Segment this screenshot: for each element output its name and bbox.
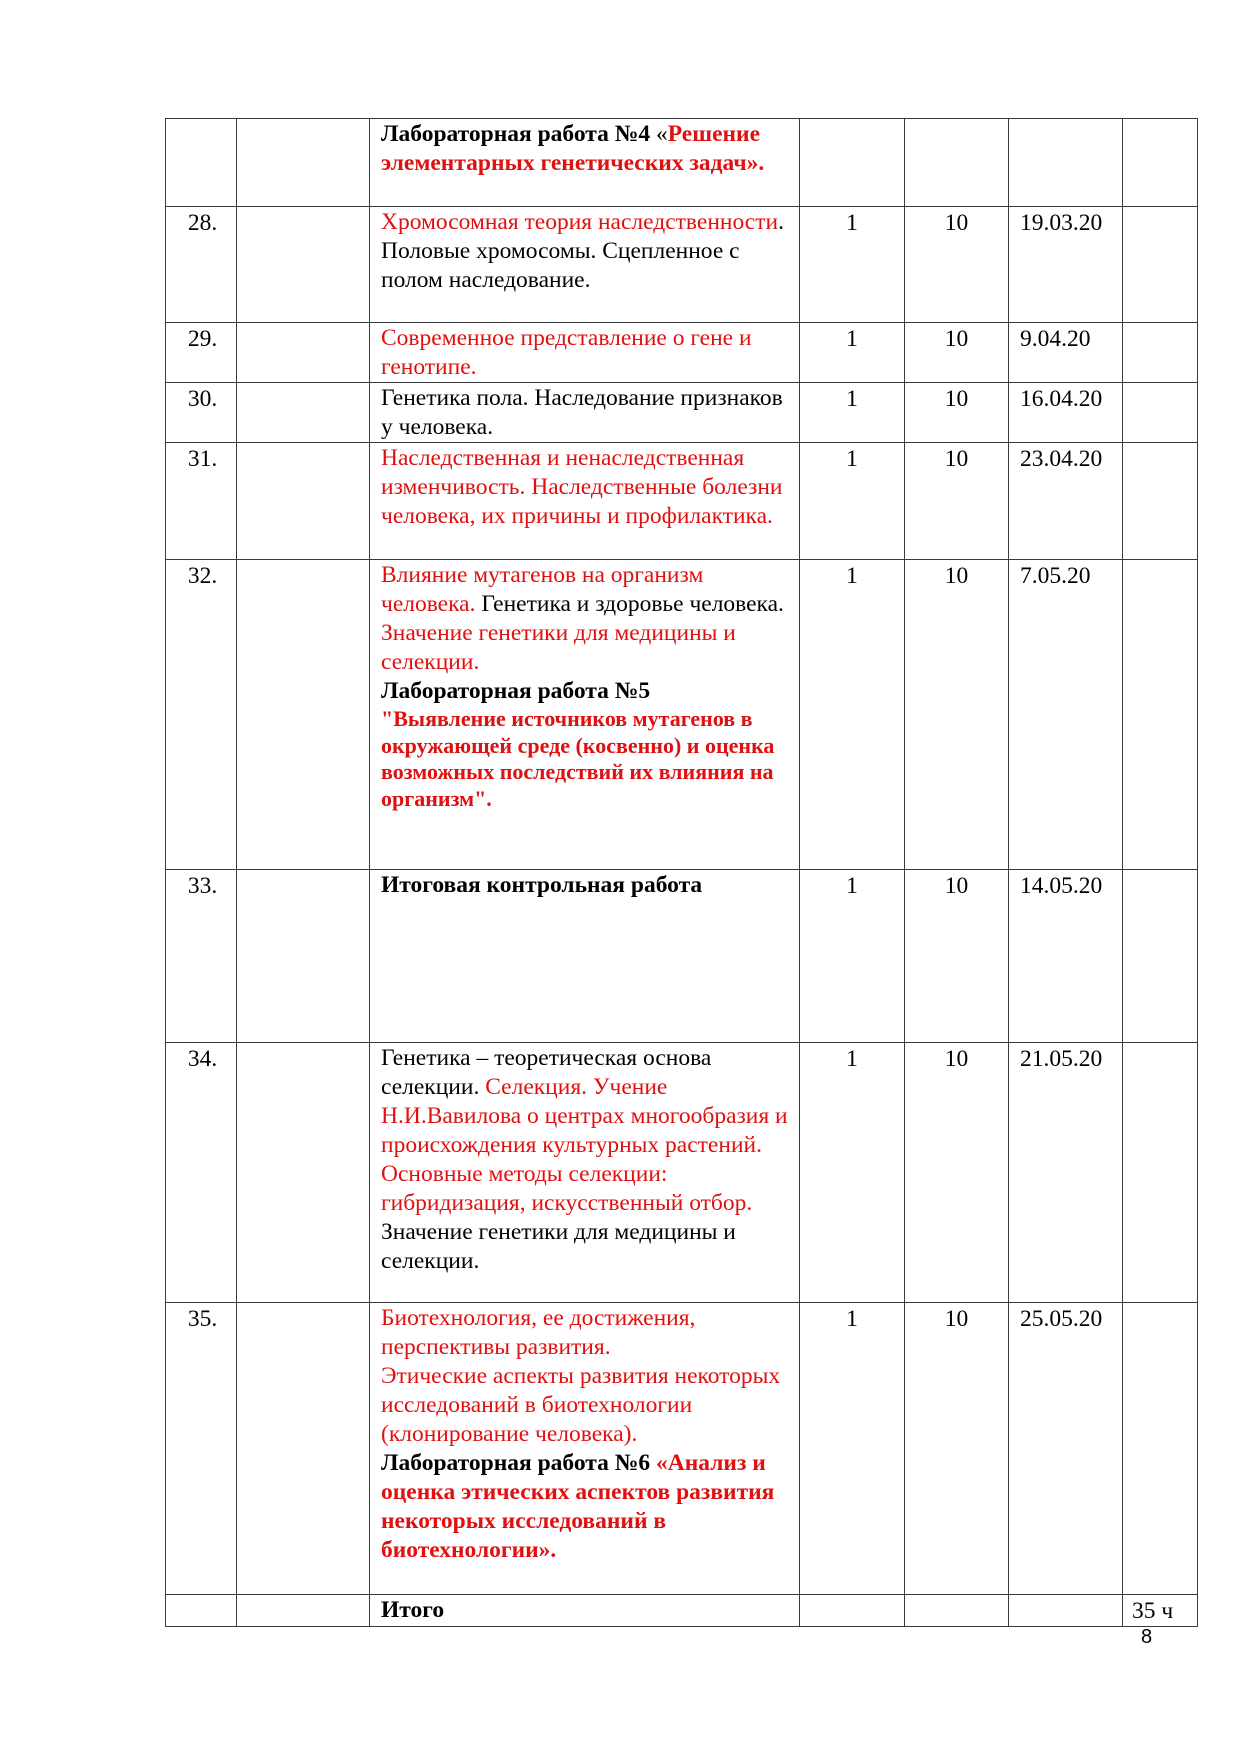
- lesson-date: [1009, 383, 1123, 443]
- topic-segment: «Анализ и оценка этических аспектов развития некоторых исследований в биотехнологии».: [381, 1450, 775, 1563]
- lesson-number: [166, 323, 237, 383]
- topic-segment: «: [656, 121, 668, 147]
- lesson-hours-text: 1: [846, 873, 858, 899]
- lesson-topic: [370, 323, 800, 383]
- lesson-date: [1009, 1043, 1123, 1303]
- topic-segment: Этические аспекты развития некоторых исследований в биотехнологии (клонирование человека).: [381, 1363, 781, 1447]
- lesson-grade: [905, 207, 1009, 323]
- topic-segment: Генетика – теоретическая основа селекции.: [381, 1045, 712, 1100]
- topic-segment: Биотехнология, ее достижения, перспективы развития.: [381, 1305, 696, 1360]
- lesson-grade: [905, 1043, 1009, 1303]
- total-num-cell: [166, 1595, 237, 1627]
- lesson-extra: [1123, 1043, 1198, 1303]
- lesson-extra: [1123, 1303, 1198, 1595]
- lesson-topic: [370, 870, 800, 1043]
- lesson-topic: [370, 1043, 800, 1303]
- page-number: 8: [1141, 1626, 1153, 1648]
- lesson-grade-text: 10: [944, 210, 969, 236]
- table-row: [166, 323, 1198, 383]
- lesson-number: [166, 119, 237, 207]
- lesson-hours-text: 1: [846, 446, 858, 472]
- lesson-date-text: 7.05.20: [1020, 563, 1091, 589]
- lesson-date: [1009, 1303, 1123, 1595]
- lesson-hours: [800, 870, 905, 1043]
- lesson-hours: [800, 119, 905, 207]
- lesson-grade-text: 10: [944, 563, 969, 589]
- empty-cell: [237, 207, 370, 323]
- table-row: [166, 870, 1198, 1043]
- lesson-extra: [1123, 870, 1198, 1043]
- lesson-hours: [800, 560, 905, 870]
- lesson-hours-text: 1: [846, 563, 858, 589]
- lesson-hours-text: 1: [846, 326, 858, 352]
- lesson-topic: [370, 207, 800, 323]
- topic-segment: . Половые хромосомы. Сцепленное с полом наследование.: [381, 209, 784, 293]
- lesson-number-text: 31.: [187, 446, 218, 472]
- lesson-date: [1009, 870, 1123, 1043]
- total-date-cell: [1009, 1595, 1123, 1627]
- lesson-extra: [1123, 207, 1198, 323]
- lesson-hours: [800, 443, 905, 560]
- lesson-grade-text: 10: [944, 386, 969, 412]
- table-row: [166, 1043, 1198, 1303]
- lesson-hours: [800, 383, 905, 443]
- lesson-topic: [370, 443, 800, 560]
- lesson-number: [166, 443, 237, 560]
- total-label: [370, 1595, 800, 1627]
- lesson-number: [166, 1303, 237, 1595]
- table-row: [166, 1303, 1198, 1595]
- lesson-date: [1009, 560, 1123, 870]
- lesson-grade: [905, 560, 1009, 870]
- topic-segment: Генетика пола. Наследование признаков у человека.: [381, 385, 783, 440]
- lesson-number-text: 29.: [187, 326, 218, 352]
- lesson-grade-text: 10: [944, 873, 969, 899]
- lesson-number: [166, 560, 237, 870]
- lesson-date: [1009, 119, 1123, 207]
- total-value-text: 35 ч: [1132, 1598, 1174, 1624]
- lesson-extra: [1123, 443, 1198, 560]
- topic-segment: Хромосомная теория наследственности: [381, 209, 779, 235]
- lesson-grade: [905, 323, 1009, 383]
- topic-segment: Лабораторная работа №4: [381, 121, 656, 147]
- lesson-grade-text: 10: [944, 326, 969, 352]
- empty-cell: [237, 870, 370, 1043]
- lesson-hours: [800, 323, 905, 383]
- lesson-grade: [905, 443, 1009, 560]
- topic-segment: Генетика и здоровье человека.: [475, 591, 784, 617]
- lesson-topic: [370, 383, 800, 443]
- lesson-grade: [905, 383, 1009, 443]
- total-label-text: Итого: [381, 1597, 445, 1623]
- empty-cell: [237, 1303, 370, 1595]
- lesson-grade: [905, 1303, 1009, 1595]
- lesson-grade-text: 10: [944, 1046, 969, 1072]
- lesson-date-text: 14.05.20: [1020, 873, 1103, 899]
- lesson-topic: [370, 560, 800, 870]
- topic-segment: Лабораторная работа №5: [381, 678, 651, 704]
- lesson-hours: [800, 1043, 905, 1303]
- lesson-number-text: 32.: [187, 563, 218, 589]
- topic-segment: Значение генетики для медицины и селекции.: [381, 620, 736, 675]
- lesson-hours-text: 1: [846, 1306, 858, 1332]
- lesson-hours-text: 1: [846, 210, 858, 236]
- lesson-number-text: 28.: [187, 210, 218, 236]
- lesson-hours-text: 1: [846, 1046, 858, 1072]
- lesson-grade: [905, 119, 1009, 207]
- lesson-number: [166, 207, 237, 323]
- lesson-plan-table: [165, 118, 1198, 1627]
- lesson-number: [166, 870, 237, 1043]
- lesson-hours: [800, 207, 905, 323]
- lesson-topic: [370, 1303, 800, 1595]
- total-hours-cell: [800, 1595, 905, 1627]
- lesson-grade-text: 10: [944, 446, 969, 472]
- lesson-grade-text: 10: [944, 1306, 969, 1332]
- lesson-extra: [1123, 383, 1198, 443]
- lesson-date-text: 9.04.20: [1020, 326, 1091, 352]
- topic-segment: Наследственная и ненаследственная изменчивость. Наследственные болезни человека, их причины и профилактика.: [381, 445, 783, 529]
- lesson-date-text: 23.04.20: [1020, 446, 1103, 472]
- topic-segment: Значение генетики для медицины и селекции.: [381, 1219, 736, 1274]
- lesson-date-text: 21.05.20: [1020, 1046, 1103, 1072]
- empty-cell: [237, 119, 370, 207]
- lesson-number-text: 34.: [187, 1046, 218, 1072]
- lesson-extra: [1123, 119, 1198, 207]
- lesson-date-text: 16.04.20: [1020, 386, 1103, 412]
- lesson-grade: [905, 870, 1009, 1043]
- total-row: [166, 1595, 1198, 1627]
- lesson-extra: [1123, 560, 1198, 870]
- total-value: [1123, 1595, 1198, 1627]
- empty-cell: [237, 323, 370, 383]
- lesson-topic: [370, 119, 800, 207]
- empty-cell: [237, 560, 370, 870]
- lesson-number-text: 33.: [187, 873, 218, 899]
- lesson-extra: [1123, 323, 1198, 383]
- topic-segment: Итоговая контрольная работа: [381, 872, 703, 898]
- empty-cell: [237, 1043, 370, 1303]
- lesson-number-text: 35.: [187, 1306, 218, 1332]
- topic-segment: Лабораторная работа №6: [381, 1450, 656, 1476]
- total-grade-cell: [905, 1595, 1009, 1627]
- lesson-number: [166, 383, 237, 443]
- empty-cell: [237, 383, 370, 443]
- lesson-date-text: 19.03.20: [1020, 210, 1103, 236]
- total-empty-cell: [237, 1595, 370, 1627]
- table-row: [166, 119, 1198, 207]
- topic-segment: Влияние мутагенов на организм человека.: [381, 562, 704, 617]
- table-row: [166, 443, 1198, 560]
- lesson-number-text: 30.: [187, 386, 218, 412]
- lesson-date-text: 25.05.20: [1020, 1306, 1103, 1332]
- table-row: [166, 207, 1198, 323]
- topic-segment: Современное представление о гене и генотипе.: [381, 325, 752, 380]
- empty-cell: [237, 443, 370, 560]
- lesson-date: [1009, 443, 1123, 560]
- lesson-number: [166, 1043, 237, 1303]
- lesson-hours: [800, 1303, 905, 1595]
- topic-segment: "Выявление источников мутагенов в окружающей среде (косвенно) и оценка возможных последствий их влияния на организм".: [381, 706, 775, 811]
- topic-segment: Селекция. Учение Н.И.Вавилова о центрах многообразия и происхождения культурных растений. Основные методы селекции: гибридизация, искусственный отбор.: [381, 1074, 788, 1216]
- lesson-date: [1009, 207, 1123, 323]
- lesson-hours-text: 1: [846, 386, 858, 412]
- topic-segment: Решение элементарных генетических задач».: [381, 121, 765, 176]
- lesson-date: [1009, 323, 1123, 383]
- table-row: [166, 383, 1198, 443]
- table-row: [166, 560, 1198, 870]
